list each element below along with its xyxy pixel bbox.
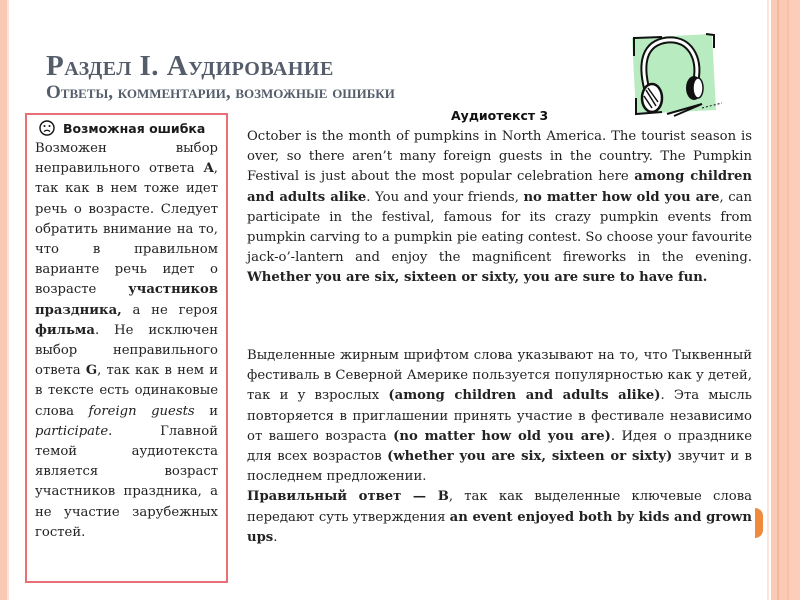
explanation-paragraph	[247, 346, 752, 487]
text-run: . Главной темой аудиотекста является возраст участников праздника, а не участие зарубежных гостей.	[35, 423, 218, 540]
text-run: . Идея о празднике для всех возрастов	[247, 428, 753, 465]
text-run: . Эта мысль повторяется в приглашении принять участие в фестивале независимо от вашего возраста	[247, 388, 752, 444]
text-run: , так как в нем тоже идет речь о возрасте. Следует обратить внимание на то, что в правильном варианте речь идет о возрасте	[35, 161, 218, 298]
bold-run: Whether you are six, sixteen or sixty, you are sure to have fun.	[247, 270, 708, 286]
text-run: , can participate in the festival, famous for its crazy pumpkin events from pumpkin carving to a pumpkin pie eating contest. So choose your favourite jack-o’-lantern and enjoy the magnificent fireworks in the evening.	[247, 189, 752, 266]
text-run: , так как в нем и в тексте есть одинаковые слова	[35, 363, 218, 419]
bold-run: no matter how old you are	[523, 189, 720, 205]
text-run: . Не исключен выбор неправильного ответа	[35, 322, 218, 379]
left-accent-stripe	[0, 0, 7, 600]
left-accent-stripe-inner	[7, 0, 9, 600]
text-run: звучит и в последнем предложении.	[247, 449, 752, 485]
slide-nav-tab[interactable]	[755, 508, 763, 538]
bold-run: (no matter how old you are)	[393, 428, 611, 444]
bold-run: G	[85, 363, 98, 379]
slide-title: Раздел I. Аудирование	[46, 50, 334, 82]
possible-error-box	[25, 113, 228, 583]
correct-answer-label: Правильный ответ — B	[247, 489, 449, 505]
text-run: . You and your friends,	[366, 189, 524, 205]
bold-run: among children and adults alike	[247, 169, 752, 205]
text-run: October is the month of pumpkins in North America. The tourist season is over, so there aren’t many foreign guests in the country. The Pumpkin Festival is just about the most popular celebration here	[247, 129, 752, 185]
possible-error-heading	[35, 120, 218, 136]
correct-answer-paragraph	[247, 487, 752, 548]
bold-run: (among children and adults alike)	[388, 388, 661, 404]
text-run: , так как выделенные ключевые слова передают суть утверждения	[247, 489, 752, 525]
headphones-icon	[622, 18, 722, 118]
slide-subtitle: Ответы, комментарии, возможные ошибки	[46, 82, 395, 103]
bold-run: an event enjoyed both by kids and grown ups	[247, 509, 752, 545]
bold-run: A	[203, 161, 214, 177]
text-run: и	[194, 403, 218, 419]
bold-run: участников праздника,	[35, 282, 218, 318]
bold-run: (whether you are six, sixteen or sixty)	[387, 449, 673, 465]
right-decorative-border	[767, 0, 800, 600]
possible-error-text	[35, 139, 218, 543]
audiotext-body	[247, 127, 752, 289]
italic-run: participate	[35, 423, 109, 439]
text-run: Возможен выбор неправильного ответа	[35, 141, 218, 177]
text-run: а не героя	[121, 302, 218, 318]
audiotext-heading: Аудиотекст 3	[451, 108, 549, 123]
possible-error-title: Возможная ошибка	[63, 120, 206, 136]
explanation-block	[247, 346, 752, 548]
italic-run: foreign guests	[88, 403, 195, 419]
bold-run: фильма	[35, 322, 95, 338]
text-run: .	[273, 529, 278, 545]
sad-face-icon	[39, 120, 55, 136]
text-run: Выделенные жирным шрифтом слова указывают на то, что Тыквенный фестиваль в Северной Америке пользуется популярностью как у детей, так и у взрослых	[247, 348, 752, 404]
